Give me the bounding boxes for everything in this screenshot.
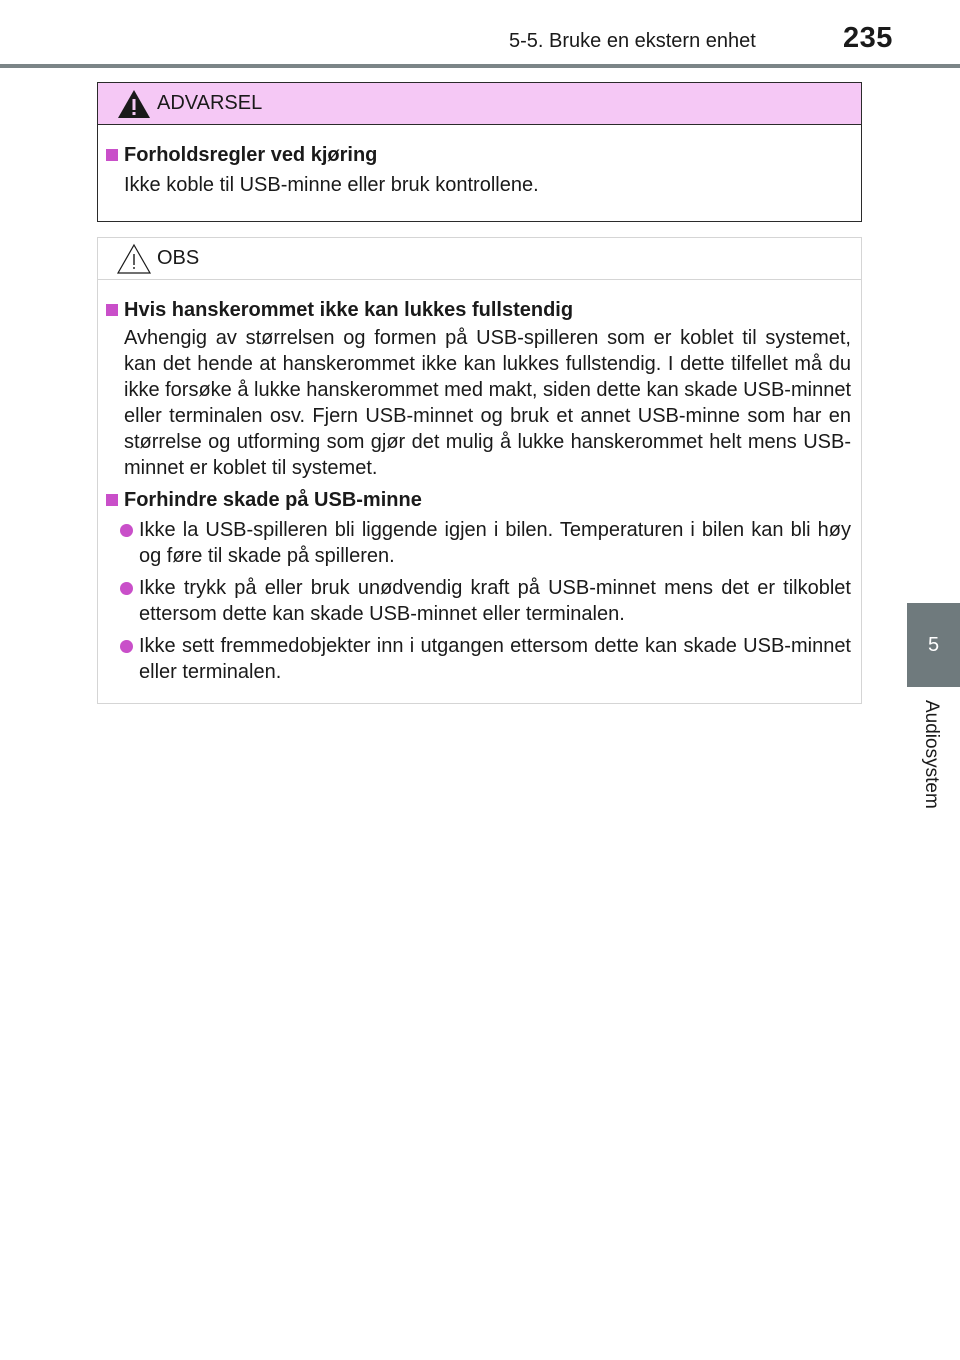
list-item: [120, 633, 851, 685]
warning-box-header: [98, 83, 861, 125]
warning-body: [98, 125, 861, 198]
notice-paragraph: Avhengig av størrelsen og formen på USB-spilleren som er koblet til systemet, kan det hende at hanskerommet ikke kan lukkes fullstendig. I dette tilfellet må du ikke forsøke å lukke hanskerommet med makt, siden dette kan skade USB-minnet eller terminalen osv. Fjern USB-minnet og bruk et annet USB-minne som har en størrelse og utforming som gjør det mulig å lukke hanskerommet helt mens USB-minnet er koblet til systemet.: [124, 327, 851, 479]
heading-square-icon: [106, 149, 118, 161]
notice-heading-2: [106, 487, 851, 513]
bullet-dot-icon: [120, 524, 133, 537]
notice-heading-1-text: Hvis hanskerommet ikke kan lukkes fullstendig: [124, 299, 574, 321]
notice-label: OBS: [157, 247, 200, 269]
chapter-label: Audiosystem: [921, 700, 942, 809]
bullet-dot-icon: [120, 582, 133, 595]
page-number: 235: [843, 22, 893, 54]
chapter-number: 5: [927, 633, 940, 656]
warning-label: ADVARSEL: [157, 92, 263, 114]
warning-triangle-icon: [116, 88, 152, 125]
warning-heading-text: Forholdsregler ved kjøring: [124, 144, 378, 166]
chapter-tab[interactable]: [907, 603, 960, 687]
warning-text: Ikke koble til USB-minne eller bruk kontrollene.: [124, 174, 539, 196]
section-title: 5-5. Bruke en ekstern enhet: [509, 30, 756, 52]
notice-box-header: [98, 238, 861, 280]
notice-triangle-icon: [116, 243, 152, 280]
list-item: [120, 517, 851, 569]
warning-box: [97, 82, 862, 222]
header-rule: [0, 64, 960, 68]
notice-heading-1: [106, 297, 851, 323]
list-item: [120, 575, 851, 627]
notice-box: [97, 237, 862, 704]
bullet-dot-icon: [120, 640, 133, 653]
warning-heading: [106, 142, 851, 168]
heading-square-icon: [106, 304, 118, 316]
heading-square-icon: [106, 494, 118, 506]
list-item-text: Ikke la USB-spilleren bli liggende igjen i bilen. Temperaturen i bilen kan bli høy og føre til skade på spilleren.: [139, 519, 851, 567]
list-item-text: Ikke sett fremmedobjekter inn i utgangen ettersom dette kan skade USB-minnet eller terminalen.: [139, 635, 851, 683]
notice-body: [98, 280, 861, 685]
notice-heading-2-text: Forhindre skade på USB-minne: [124, 489, 422, 511]
list-item-text: Ikke trykk på eller bruk unødvendig kraft på USB-minnet mens det er tilkoblet ettersom dette kan skade USB-minnet eller terminalen.: [139, 577, 851, 625]
